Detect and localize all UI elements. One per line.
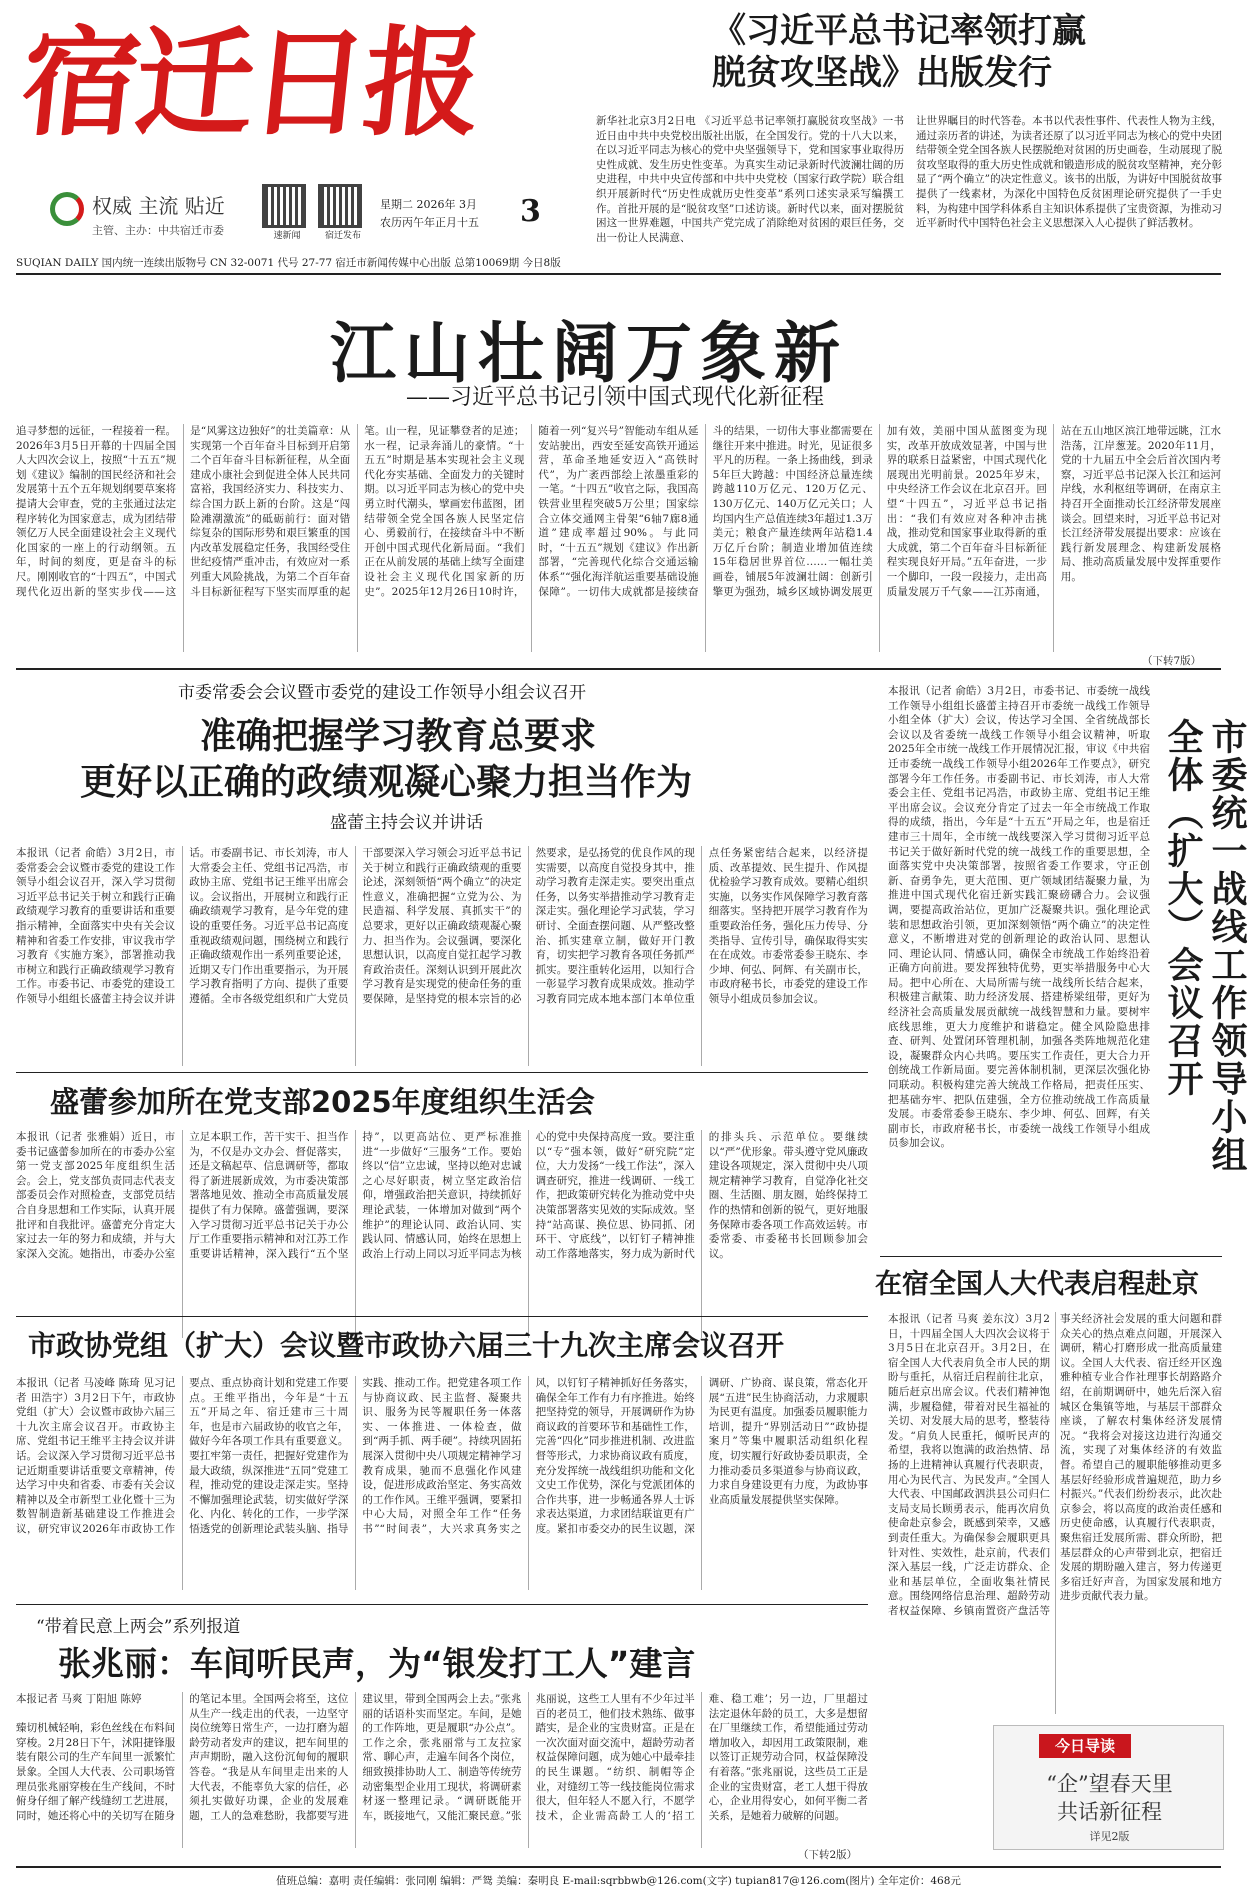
- top-story-body-col2: 让世界瞩目的时代答卷。本书以代表性事件、代表性人物为主线，通过亲历者的讲述，为读者还原了以习近平同志为核心的党中央团结带领全党全国各族人民摆脱绝对贫困的历史画卷，生动展现了脱贫攻坚取得的重大历史性成就和锻造形成的脱贫攻坚精神，充分彰显了“两个确立”的决定性意义。该书的出版，为讲好中国脱贫故事提供了一线素材，为深化中国特色反贫困理论研究提供了一手史料，为构建中国学科体系自主知识体系提供了宝贵资源，为推动习近平新时代中国特色社会主义思想深入人心提供了鲜活教材。: [916, 115, 1222, 230]
- day-number: 3: [520, 194, 541, 229]
- date-block: [380, 196, 479, 232]
- top-story-body-col1: 新华社北京3月2日电 《习近平总书记率领打赢脱贫攻坚战》一书近日由中共中央党校出版社出版，在全国发行。党的十八大以来，在以习近平同志为核心的党中央坚强领导下，党和国家事业取得历史性成就、发生历史性变革。为真实生动记录新时代波澜壮阔的历史进程，中共中央宣传部和中共中央党校（国家行政学院）联合组织开展新时代“历史性成就历史性变革”系列口述实录采写编撰工作。首批开展的是“脱贫攻坚”口述访谈。新时代以来，面对摆脱贫困这一世界难题，中国共产党完成了消除绝对贫困的艰巨任务，交出一份让人民满意、: [596, 115, 904, 244]
- today-preview-box[interactable]: [993, 1725, 1224, 1850]
- sponsor-line: 主管、主办：中共宿迁市委: [92, 224, 224, 237]
- story-f-continued: （下转2版）: [798, 1849, 858, 1861]
- story-a-subtitle: 盛蕾主持会议并讲话: [330, 813, 483, 833]
- story-c-headline[interactable]: 市委统一战线工作领导小组全体（扩大）会议召开: [1162, 718, 1247, 1174]
- slogan-block: [50, 190, 270, 250]
- section-divider: [16, 668, 1221, 670]
- story-b-body: 本报讯（记者 张雅娟）近日，市委书记盛蕾参加所在的市委办公室第一党支部2025年度组织生活会。会上，党支部负责同志代表支部委员会作对照检查，支部党员结合自身思想和工作实际，认真开展批评和自我批评。盛蕾充分肯定大家过去一年的努力和成绩，并与大家深入交流。她指出，市委办公室立足本职工作，苦干实干、担当作为，不仅是办文办会、督促落实，还是文稿起草、信息调研等，都取得了新进展新成效，为市委决策部署落地见效、推动全市高质量发展提供了有力保障。盛蕾强调，要深入学习贯彻习近平总书记关于办公厅工作重要指示精神和对江苏工作重要讲话精神，深入践行“五个坚持”，以更高站位、更严标准推进“一步做好“三服务”工作。要始终以“信”立忠诚，坚持以绝对忠诚之心尽好职责，树立坚定政治信仰，增强政治把关意识，持续抓好理论武装，一体增加对做到“两个维护”的理论认同、政治认同、实践认同、情感认同，始终在思想上政治上行动上同以习近平同志为核心的党中央保持高度一致。要注重以“专”强本领，做好“研究院”定位，大力发扬“一线工作法”，深入调查研究，推进一线调研、一线工作，把政策研究转化为推动党中央决策部署落实见效的实际成效。坚持“站高谋、换位思、协同抓、闭环干、守底线”，以钉钉子精神推动工作落地落实，努力成为新时代的排头兵、示范单位。要继续以“严”优形象。带头遵守党风廉政建设各项规定，深入贯彻中央八项规定精神学习教育，自觉净化社交圈、生活圈、朋友圈，始终保持工作的热情和创新的锐气，更好地服务保障市委各项工作高效运转。市委常委、市委秘书长回顾参加会议。: [16, 1131, 868, 1260]
- story-a-headline-line2[interactable]: 更好以正确的政绩观凝心聚力担当作为: [80, 762, 693, 803]
- today-preview-tag: 今日导读: [1039, 1734, 1131, 1758]
- page-footer: 值班总编：嘉明 责任编辑：张同刚 编辑：严鸳 美编：秦明良 E-mail:sqrbbwb@126.com(文字) tupian817@126.com(图片) 全年定价：468元: [16, 1866, 1221, 1888]
- section-divider: [880, 1256, 1222, 1257]
- lead-story-continued: （下转7版）: [1142, 655, 1202, 667]
- story-c-body: 本报讯（记者 俞皓）3月2日，市委书记、市委统一战线工作领导小组组长盛蕾主持召开市委统一战线工作领导小组全体（扩大）会议，传达学习全国、全省统战部长会议以及省委统一战线工作领导小组会议精神，听取2025年全市统一战线工作开展情况汇报，审议《中共宿迁市委统一战线工作领导小组2026年工作要点》，研究部署今年工作任务。市委副书记、市长刘涛，市人大常委会主任、党组书记冯浩，市政协主席、党组书记王维平出席会议。会议充分肯定了过去一年全市统战工作取得的成绩，指出，今年是“十五五”开局之年，也是宿迁建市三十周年，全市统一战线要深入学习贯彻习近平总书记关于做好新时代党的统一战线工作的重要思想，全面落实党中央决策部署，按照省委工作要求，守正创新、奋勇争先，更大范围、更广领域团结凝聚力量，为推进中国式现代化宿迁新实践汇聚磅礴合力。会议强调，要提高政治站位，更加广泛凝聚共识。强化理论武装和思想政治引领，更加深刻领悟“两个确立”的决定性意义，不断增进对党的创新理论的政治认同、思想认同、理论认同、情感认同，确保全市统战工作始终沿着正确方向前进。要发挥独特优势，更实举措服务中心大局。把中心所在、大局所需与统一战线所长结合起来，积极建言献策、助力经济发展、搭建桥梁纽带，更好为经济社会高质量发展贡献统一战线智慧和力量。要树牢底线思维，更大力度维护和谐稳定。健全风险隐患排查、研判、处置闭环管理机制，加强各类阵地规范化建设，凝聚群众内心共鸣。要压实工作责任，更大合力开创统战工作新局面。要完善体制机制，更深层次强化协同联动。积极构建完善大统战工作格局，把责任压实、把基础夯牢、把队伍建强，全方位推动统战工作高质量发展。市委常委参王晓东、李少坤、何弘、回辉，有关副市长，市政府秘书长，市委统一战线工作领导小组成员参加会议。: [888, 685, 1150, 1150]
- qr-code-1[interactable]: [262, 184, 312, 241]
- top-story-headline[interactable]: [712, 10, 1222, 94]
- top-story-headline-line1: 《习近平总书记率领打赢: [712, 11, 1086, 51]
- lead-story-headline[interactable]: 江山壮阔万象新: [330, 315, 848, 392]
- qr-code-2[interactable]: [318, 184, 368, 241]
- preview-title-line1: “企”望春天里: [1046, 1772, 1173, 1796]
- qr-label-1: 速新闻: [273, 231, 301, 241]
- masthead-logo: [14, 8, 562, 158]
- story-f-headline[interactable]: 张兆丽：车间听民声，为“银发打工人”建言: [58, 1644, 696, 1683]
- story-a-headline-line1[interactable]: 准确把握学习教育总要求: [200, 716, 597, 757]
- story-d-body: 本报讯（记者 马爽 姜东汶）3月2日，十四届全国人大四次会议将于3月5日在北京召开。3月2日，在宿全国人大代表肩负全市人民的期盼与重托，从宿迁启程前往北京，随后赶京出席会议。代表们精神饱满，步履稳健，带着对民生福祉的关切、对发展大局的思考，整装待发。“肩负人民重托，倾听民声的希望，我将以饱满的政治热情、昂扬的上进精神认真履行代表职责，用心为民代言、为民发声。”全国人大代表、中国邮政泗洪县公司归仁支局支局长顾勇表示，能再次肩负使命赴京参会，既感到荣幸，又感到责任重大。为确保参会履职更具针对性、实效性，赴京前，代表们深入基层一线，广泛走访群众、企业和基层单位，全面收集社情民意。围绕网络信息治理、超龄劳动者权益保障、乡镇南置资产盘活等事关经济社会发展的重大问题和群众关心的热点难点问题，开展深入调研，精心打磨形成一批高质量建议。全国人大代表、宿迁经开区逸雅种植专业合作社理事长胡路路介绍，在前期调研中，她先后深入宿城区仓集镇等地，与基层干部群众座谈，了解农村集体经济发展情况。“我将会对接这边进行沟通交流，实现了对集体经济的有效监督。希望自己的履职能够推动更多基层好经验形成普遍规范，助力乡村振兴。”代表们纷纷表示，此次赴京参会，将以高度的政治责任感和历史使命感，认真履行代表职责，聚焦宿迁发展所需、群众所盼，把基层群众的心声带到北京，把宿迁发展的期盼融入建言，努力传递更多宿迁好声音，为国家发展和地方进步贡献代表力量。: [888, 1313, 1222, 1617]
- story-b-headline[interactable]: 盛蕾参加所在党支部2025年度组织生活会: [50, 1085, 595, 1119]
- lead-story-body: 追寻梦想的远征，一程接着一程。2026年3月5日开幕的十四届全国人大四次会议上，按照“十五五”规划《建议》编制的国民经济和社会发展第十五个五年规划纲要草案将提请大会审查，党的主张通过法定程序转化为国家意志，成为团结带领亿万人民全面建设社会主义现代化国家的一座上的行动纲领。五年，时间的刻度，更是奋斗的标尺。刚刚收官的“十四五”，中国式现代化迈出新的坚实步伐——这是“风雾这边独好”的壮美篇章：从实现第一个百年奋斗目标到开启第二个百年奋斗目标新征程，从全面建成小康社会到促进全体人民共同富裕，我国经济实力、科技实力、综合国力跃上新的台阶。这是“闯险滩潮激流”的砥砺前行：面对错综复杂的国际形势和艰巨繁重的国内改革发展稳定任务，我国经受住世纪疫情严重冲击，有效应对一系列重大风险挑战，为第二个百年奋斗目标新征程写下坚实而厚重的起笔。山一程，见证攀登者的足迹；水一程，记录奔涌儿的豪情。“十五五”时期是基本实现社会主义现代化夯实基础、全面发力的关键时期。以习近平同志为核心的党中央勇立时代潮头，擘画宏伟蓝图，团结带领全党全国各族人民坚定信心、勇毅前行，在接续奋斗中不断开创中国式现代化新局面。“我们正在从前发展的基础上续写全面建设社会主义现代化国家新的历史”。2025年12月26日10时许，随着一列“复兴号”智能动车组从延安站驶出，西安至延安高铁开通运营，革命圣地延安迈入“高铁时代”，为广袤西部绘上浓墨重彩的一笔。“十四五”收官之际，我国高铁营业里程突破5万公里；国家综合立体交通网主骨架“6轴7廊8通道”建成率超过90%。与此同时，“十五五”规划《建议》作出新部署，“完善现代化综合交通运输体系”“强化海洋航运重要基础设施保障”。一切伟大成就都是接续奋斗的结果，一切伟大事业都需要在继往开来中推进。时光，见证很多平凡的历程。一条上扬曲线，到录5年巨大跨越：中国经济总量连续跨越110万亿元、120万亿元、130万亿元、140万亿元关口；人均国内生产总值连续3年超过1.3万美元；粮食产量连续两年站稳1.4万亿斤台阶；制造业增加值连续15年稳居世界首位……一幅壮美画卷，铺展5年波澜壮阔：创新引擎更为强劲，城乡区域协调发展更加有效，美丽中国从蓝图变为现实，改革开放成效显著，中国与世界的联系日益紧密，中国式现代化展现出光明前景。2025年岁末，中央经济工作会议在北京召开。回望“十四五”，习近平总书记指出：“我们有效应对各种冲击挑战，推动党和国家事业取得新的重大成就，第二个百年奋斗目标新征程实现良好开局。”五年奋进，一步一个脚印，一段一段接力，走出高质量发展万千气象——江苏南通，站在五山地区滨江地带远眺，江水浩荡，江岸葱茏。2020年11月，党的十九届五中全会后首次国内考察，习近平总书记深入长江和运河岸线，水利枢纽等调研，在南京主持召开全面推动长江经济带发展座谈会。回望来时，习近平总书记对长江经济带发展提出要求：应该在践行新发展理念、构建新发展格局、推动高质量发展中发挥重要作用。: [16, 425, 1221, 598]
- slogan: 权威 主流 贴近: [92, 194, 225, 218]
- story-a-body: 本报讯（记者 俞皓）3月2日，市委常委会会议暨市委党的建设工作领导小组会议召开，深入学习贯彻习近平总书记关于树立和践行正确政绩观学习教育的重要讲话和重要指示精神，全面落实中央有关会议精神和省委工作安排，审议我市学习教育《实施方案》，部署推动我市树立和践行正确政绩观学习教育工作。市委书记、市委党的建设工作领导小组组长盛蕾主持会议并讲话。市委副书记、市长刘涛，市人大常委会主任、党组书记冯浩，市政协主席、党组书记王维平出席会议。会议指出，开展树立和践行正确政绩观学习教育，是今年党的建设的重要任务。习近平总书记高度重视政绩观问题，围绕树立和践行正确政绩观作出一系列重要论述，近期又专门作出重要指示，为开展学习教育指明了方向、提供了重要遵循。全市各级党组织和广大党员干部要深入学习领会习近平总书记关于树立和践行正确政绩观的重要论述，深刻领悟“两个确立”的决定性意义，准确把握“立党为公、为民造福、科学发展、真抓实干”的总要求，更好以正确政绩观凝心聚力、担当作为。会议强调，要深化思想认识，以高度自觉扛起学习教育政治责任。深刻认识到开展此次学习教育是实现党的使命任务的重要保障，是坚持党的根本宗旨的必然要求，是弘扬党的优良作风的现实需要，以高度自觉投身其中，推动学习教育走深走实。要突出重点任务，以务实举措推动学习教育走深走实。强化理论学习武装，学习研讨、全面查摆问题、从严整改整治、抓实建章立制，做好开门教育，切实把学习教育各项任务抓严抓实。要注重转化运用，以知行合一彰显学习教育成果成效。推动学习教育同完成本地本部门本单位重点任务紧密结合起来，以经济提质、改革提效、民生提升、作风提优检验学习教育成效。要精心组织实施，以务实作风保障学习教育落细落实。坚持把开展学习教育作为重要政治任务，强化压力传导、分类指导、宣传引导，确保取得实实在在成效。市委常委参王晓东、李少坤、何弘、阿辉、有关副市长，市政府秘书长，市委党的建设工作领导小组成员参加会议。: [16, 847, 868, 1005]
- masthead-meta-line: SUQIAN DAILY 国内统一连续出版物号 CN 32-0071 代号 27-77 宿迁市新闻传媒中心出版 总第10069期 今日8版: [16, 255, 1221, 275]
- story-a-kicker: 市委常委会会议暨市委党的建设工作领导小组会议召开: [178, 683, 586, 703]
- section-divider: [16, 1316, 868, 1317]
- story-f-kicker: “带着民意上两会”系列报道: [36, 1617, 241, 1637]
- section-divider: [16, 1604, 868, 1605]
- qr-code-icon: [318, 184, 362, 228]
- brand-swirl-icon: [50, 192, 84, 226]
- preview-title-line2: 共话新征程: [1057, 1800, 1162, 1824]
- story-d-headline[interactable]: 在宿全国人大代表启程赴京: [875, 1269, 1199, 1300]
- lead-story-subheadline: ——习近平总书记引领中国式现代化新征程: [406, 385, 825, 410]
- preview-see-page: 详见2版: [1089, 1830, 1130, 1843]
- story-f-body: 本报记者 马爽 丁阳旭 陈婷 臻切机械轻响，彩色丝线在布料间穿梭。2月28日下午，沭阳捷锋服装有限公司的生产车间里一派繁忙景象。全国人大代表、公司职场管理员张兆丽穿梭在生产线间，不时俯身仔细了解产线缝纫工艺进展，同时，她还将心中的关切写在随身的笔记本里。全国两会将至，这位从生产一线走出的代表，一边坚守岗位统筹日常生产，一边打磨为超龄劳动者发声的建议，把车间里的声声期盼，融入这份沉甸甸的履职答卷。“我是从车间里走出来的人大代表，不能辜负大家的信任，必须扎实做好功课，企业的发展难题，工人的急难愁盼，我都要写进建议里，带到全国两会上去。”张兆丽的话语朴实而坚定。车间，是她的工作阵地，更是履职“办公点”。工作之余，张兆丽常与工友拉家常、聊心声，走遍车间各个岗位，细致摸排协助人工、制造等传统劳动密集型企业用工现状，将调研素材逐一整理记录。“调研既能开车，既接地气，又能汇聚民意。”张兆丽说，这些工人里有不少年过半百的老员工，他们技术熟练、做事踏实，是企业的宝贵财富。正是在一次次面对面交流中，超龄劳动者权益保障问题，成为她心中最牵挂的民生课题。“纺织、制帽等企业，对缝纫工等一线技能岗位需求很大，但年轻人不愿入行，不愿学技术，企业需高龄工人的‘招工难、稳工难’；另一边，厂里超过法定退休年龄的员工，大多是想留在厂里继续工作，希望能通过劳动增加收入，却因用工政策限制，难以签订正规劳动合同，权益保障没有着落。”张兆丽说，这些员工正是企业的宝贵财富，老工人想干得放心，企业用得安心，如何平衡二者关系，是她着力破解的问题。: [16, 1693, 868, 1822]
- top-story-headline-line2: 脱贫攻坚战》出版发行: [712, 53, 1052, 93]
- date-line-2: 农历丙午年正月十五: [380, 216, 479, 229]
- section-divider: [16, 1072, 868, 1073]
- newspaper-logo: 宿迁日报: [14, 13, 486, 152]
- story-e-headline[interactable]: 市政协党组（扩大）会议暨市政协六届三十九次主席会议召开: [28, 1329, 785, 1362]
- story-e-body: 本报讯（记者 马凌峰 陈琦 见习记者 田浩宇）3月2日下午，市政协党组（扩大）会议暨市政协六届三十九次主席会议召开。市政协主席、党组书记王维平主持会议并讲话。会议深入学习贯彻习近平总书记近期重要讲话重要文章精神，传达学习中央和省委、市委有关会议精神以及全市新型工业化暨十三为数智制造新基础建设工作推进会议，研究审议2026年市政协工作要点、重点协商计划和党建工作要点。王维平指出，今年是“十五五”开局之年、宿迁建市三十周年，也是市六届政协的收官之年，做好今年各项工作具有重要意义。要扛牢第一责任，把握好党建作为最大政绩，纵深推进“五同”党建工程，推动党的建设走深走实。坚持不懈加强理论武装，切实做好学深化、内化、转化的工作，一步学深悟透党的创新理论武装头脑、指导实践、推动工作。把党建各项工作与协商议政、民主监督、凝聚共识、服务为民等履职任务一体落实、一体推进、一体检查，做到“两手抓、两手硬”。持续巩固拓展深入贯彻中央八项规定精神学习教育成果，驰而不息强化作风建设，促进形成政治坚定、务实高效的工作作风。王维平强调，要紧扣中心大局，对照全年工作“任务书”“时间表”，大兴求真务实之风，以钉钉子精神抓好任务落实，确保全年工作有力有序推进。始终把坚持党的领导，开展调研作为协商议政的首要环节和基础性工作，完善“四化”同步推进机制、改进监督等形式，力求协商议政有质度，充分发挥统一战线组织功能和文化文史工作优势，深化与党派团体的合作共事，进一步畅通各界人士诉求表达渠道，力求团结联谊更有广度。紧扣市委交办的民生议题，深调研、广协商、谋良策，常态化开展“五进”民生协商活动，力求履职为民更有温度。加强委员履职能力培训，提升“界别活动日”“政协提案月”等集中履职活动组织化程度，切实履行好政协委员职责，全力推动委员多渠道参与协商议政，力求自身建设更有力度，为政协事业高质量发展提供坚实保障。: [16, 1377, 868, 1535]
- date-line-1: 星期二 2026年 3月: [380, 198, 477, 211]
- qr-label-2: 宿迁发布: [324, 231, 361, 241]
- qr-code-icon: [262, 184, 306, 228]
